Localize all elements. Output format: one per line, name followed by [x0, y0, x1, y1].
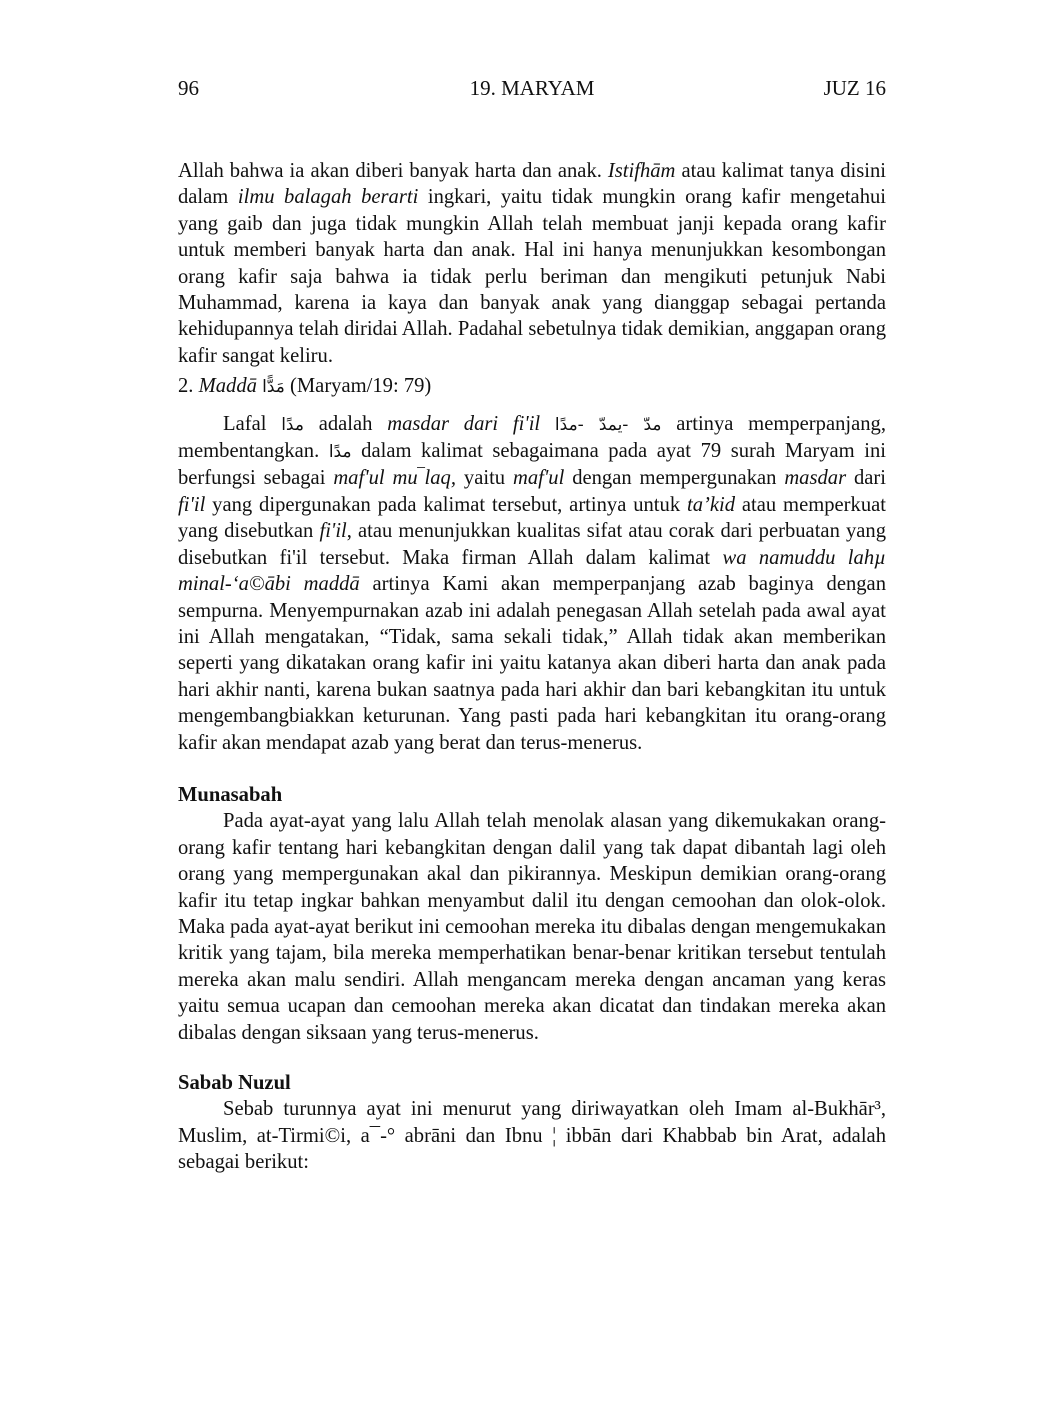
sabab-nuzul-heading: Sabab Nuzul: [178, 1072, 291, 1094]
munasabah-text: Pada ayat-ayat yang lalu Allah telah menolak alasan yang dikemukakan orang-orang kafir tentang hari kebangkitan dengan dalil yang tak dapat dibantah lagi oleh orang yang mempergunakan akal dan pikirannya. Meskipun demikian orang-orang kafir itu tetap ingkar bahkan menyambut dalil itu dengan cemoohan dan olok-olok. Maka pada ayat-ayat berikut ini cemoohan mereka itu dibalas dengan mengemukakan kritik yang tajam, bila mereka memperhatikan benar-benar kritikan tersebut tentulah mereka akan malu sendiri. Allah mengancam mereka dengan ancaman yang keras yaitu semua ucapan dan cemoohan mereka akan dicatat dan tindakan mereka akan dibalas dengan siksaan yang terus-menerus.: [178, 810, 886, 1044]
arabic-term: مَدًّا: [262, 377, 285, 398]
running-title: 19. MARYAM: [469, 76, 595, 100]
vocab-item-heading: 2. Maddā مَدًّا (Maryam/19: 79): [178, 375, 432, 398]
page-body: [178, 158, 886, 1176]
vocab-explanation: Lafal مدًا adalah masdar dari fi'il مدّ -يمدّ -مدًا artinya memperpanjang, membentangkan. مدًا dalam kalimat sebagaimana pada ayat 79 surah Maryam ini berfungsi sebagai maf'ul mu‾laq, yaitu maf'ul dengan mempergunakan masdar dari fi'il yang dipergunakan pada kalimat tersebut, artinya untuk ta’kid atau memperkuat yang disebutkan fi'il, atau menunjukkan kualitas sifat atau corak dari perbuatan yang disebutkan fi'il tersebut. Maka firman Allah dalam kalimat wa namuddu lahµ minal-‘a©ābi maddā artinya Kami akan memperpanjang azab baginya dengan sempurna. Menyempurnakan azab ini adalah penegasan Allah setelah pada awal ayat ini Allah mengatakan, “Tidak, sama sekali tidak,” Allah tidak akan memberikan seperti yang dikatakan orang kafir ini yaitu katanya akan diberi harta dan anak pada hari akhir nanti, karena bukan saatnya pada hari akhir dan bari kebangkitan itu untuk mengembangbiakkan keturunan. Yang pasti pada hari kebangkitan itu orang-orang kafir akan mendapat azab yang berat dan terus-menerus.: [178, 412, 887, 754]
juz-label: JUZ 16: [823, 76, 886, 100]
paragraph-continuation: Allah bahwa ia akan diberi banyak harta dan anak. Istifhām atau kalimat tanya disini dalam ilmu balagah berarti ingkari, yaitu tidak mungkin orang kafir mengetahui yang gaib dan juga tidak mungkin Allah telah membuat janji kepada orang kafir untuk memberi banyak harta dan anak. Hal ini hanya menunjukkan kesombongan orang kafir saja bahwa ia tidak perlu beriman dan mengikuti petunjuk Nabi Muhammad, karena ia kaya dan banyak anak yang dianggap sebagai pertanda kehidupannya telah diridai Allah. Padahal sebetulnya tidak demikian, anggapan orang kafir sangat keliru.: [178, 160, 887, 367]
munasabah-heading: Munasabah: [178, 783, 283, 806]
sabab-nuzul-text: Sebab turunnya ayat ini menurut yang diriwayatkan oleh Imam al-Bukhār³, Muslim, at-Tirmi©i, a¯-° abrāni dan Ibnu ¦ ibbān dari Khabbab bin Arat, adalah sebagai berikut:: [178, 1098, 886, 1174]
page-header: [178, 74, 886, 102]
page-number: 96: [178, 76, 199, 100]
